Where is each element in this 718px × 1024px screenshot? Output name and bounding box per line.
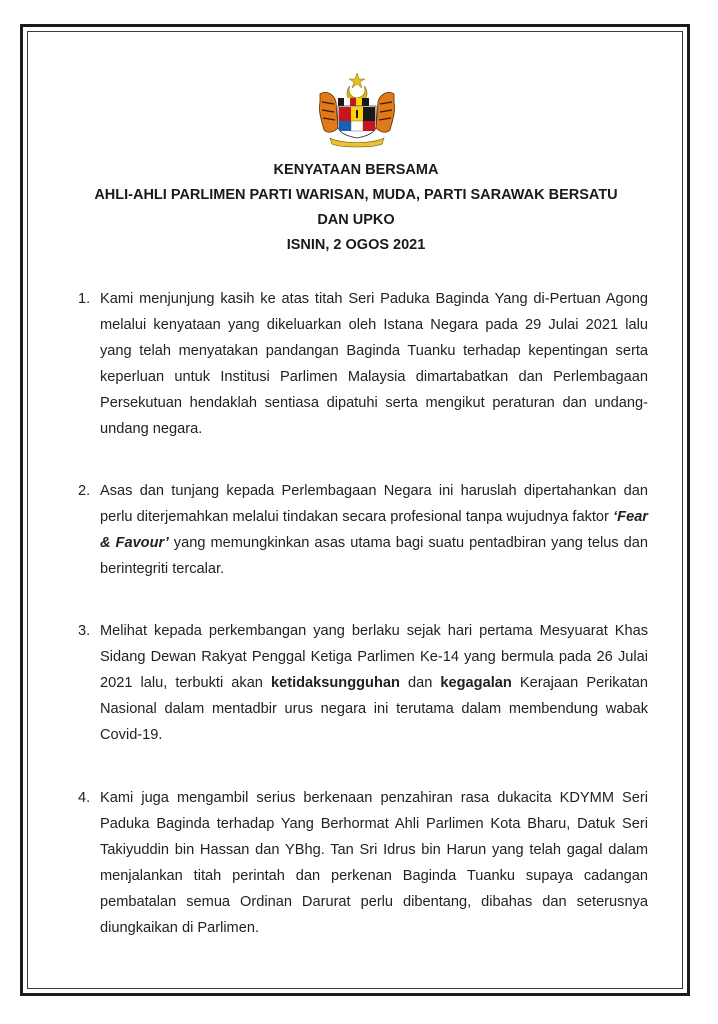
item-text-part: Melihat kepada perkembangan yang berlaku sejak hari pertama Mesyuarat Khas Sidang Dewan Rakyat Penggal Ketiga Parlimen Ke-14 yang bermula pada 26 Julai 2021 lalu, terbukti akan	[100, 623, 648, 691]
item-bold-text: ketidaksungguhan	[270, 675, 400, 691]
list-item	[70, 286, 648, 442]
item-number: 1.	[78, 291, 91, 307]
heading-parties: AHLI-AHLI PARLIMEN PARTI WARISAN, MUDA, PARTI SARAWAK BERSATU	[94, 187, 618, 203]
list-item	[70, 618, 648, 748]
item-bold-text: kegagalan	[440, 675, 512, 691]
heading-parties-continued: DAN UPKO	[317, 212, 395, 228]
coat-of-arms-icon	[312, 72, 402, 152]
list-item	[70, 478, 648, 582]
item-number: 3.	[78, 623, 91, 639]
statement-heading	[40, 158, 672, 258]
heading-date: ISNIN, 2 OGOS 2021	[286, 237, 426, 253]
item-text: Kami menjunjung kasih ke atas titah Seri Paduka Baginda Yang di-Pertuan Agong melalui kenyataan yang dikeluarkan oleh Istana Negara pada 29 Julai 2021 lalu yang telah menyatakan pandangan Baginda Tuanku terhadap kepentingan serta keperluan untuk Institusi Parlimen Malaysia dimartabatkan dan Perlembagaan Persekutuan hendaklah sentiasa dipatuhi serta mengikut peraturan dan undang-undang negara.	[100, 291, 648, 437]
heading-title: KENYATAAN BERSAMA	[273, 162, 439, 178]
item-text-part: Asas dan tunjang kepada Perlembagaan Negara ini haruslah dipertahankan dan perlu diterjemahkan melalui tindakan secara profesional tanpa wujudnya faktor	[100, 483, 648, 525]
item-text	[100, 618, 648, 748]
statement-list	[70, 286, 648, 941]
item-text: Kami juga mengambil serius berkenaan penzahiran rasa dukacita KDYMM Seri Paduka Baginda terhadap Yang Berhormat Ahli Parlimen Kota Bharu, Datuk Seri Takiyuddin bin Hassan dan YBhg. Tan Sri Idrus bin Harun yang telah gagal dalam menjalankan titah perintah dan perkenan Baginda Tuanku supaya cadangan pembatalan semua Ordinan Darurat perlu dibentang, dibahas dan seterusnya diungkaikan di Parlimen.	[100, 790, 648, 936]
list-item	[70, 785, 648, 941]
item-text-part: Kerajaan Perikatan Nasional dalam mentadbir urus negara ini terutama dalam membendung wabak Covid-19.	[100, 675, 648, 743]
item-text-part: dan	[399, 675, 441, 691]
item-number: 2.	[78, 483, 91, 499]
item-text	[100, 478, 648, 582]
item-number: 4.	[78, 790, 91, 806]
item-emphasis: ‘Fear & Favour’	[100, 509, 648, 551]
item-text-part: yang memungkinkan asas utama bagi suatu pentadbiran yang telus dan berintegriti tercalar.	[100, 535, 648, 577]
